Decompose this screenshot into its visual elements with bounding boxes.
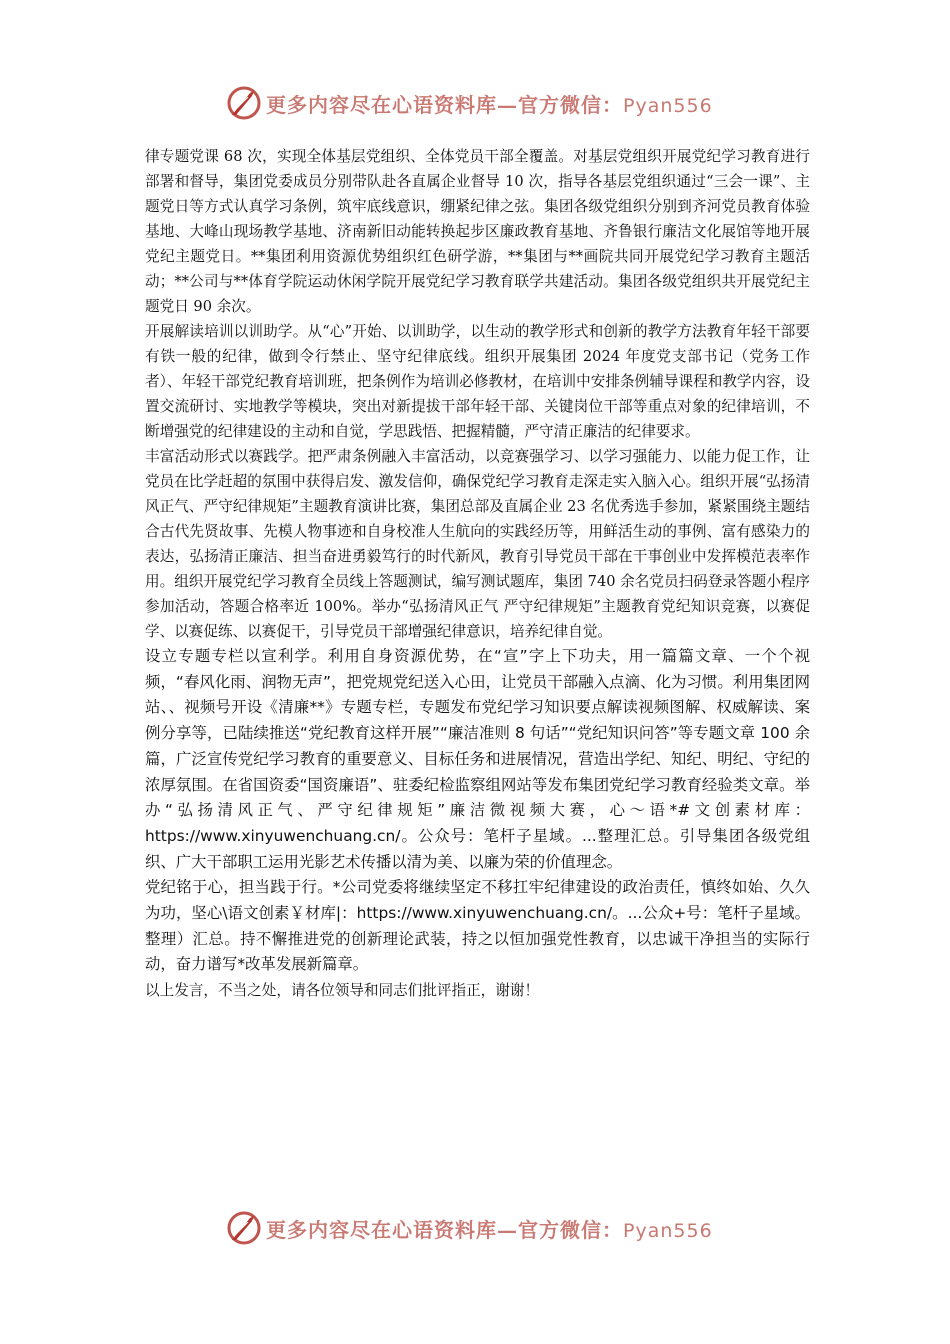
- header-wechat-id: Pyan556: [623, 94, 713, 117]
- quill-logo-icon: [226, 1210, 262, 1246]
- footer-banner: [226, 1209, 713, 1247]
- quill-logo-icon: [226, 85, 262, 121]
- footer-wechat-id: Pyan556: [623, 1219, 713, 1242]
- paragraph-competitions: 丰富活动形式以赛践学。把严肃条例融入丰富活动，以竞赛强学习、以学习强能力、以能力促工作，让党员在比学赶超的氛围中获得启发、激发信仰，确保党纪学习教育走深走实入脑入心。组织开展“弘扬清风正气、严守纪律规矩”主题教育演讲比赛，集团总部及直属企业 23 名优秀选手参加，紧紧围绕主题结合古代先贤故事、先模人物事迹和自身校准人生航向的实践经历等，用鲜活生动的事例、富有感染力的表达，弘扬清正廉洁、担当奋进勇毅笃行的时代新风，教育引导党员干部在干事创业中发挥模范表率作用。组织开展党纪学习教育全员线上答题测试，编写测试题库，集团 740 余名党员扫码登录答题小程序参加活动，答题合格率近 100%。举办“弘扬清风正气 严守纪律规矩”主题教育党纪知识竞赛，以赛促学、以赛促练、以赛促干，引导党员干部增强纪律意识，培养纪律自觉。: [145, 448, 810, 640]
- footer-banner-text: [266, 1214, 713, 1243]
- footer-banner-label: 更多内容尽在心语资料库—官方微信：: [266, 1217, 623, 1242]
- paragraph-conclusion: 党纪铭于心，担当践于行。*公司党委将继续坚定不移扛牢纪律建设的政治责任，慎终如始、久久为功，坚心\语文创素￥材库|：https://www.xinyuwenchuang.cn/。...公众+号：笔杆子星域。整理）汇总。持不懈推进党的创新理论武装，持之以恒加强党性教育，以忠诚干净担当的实际行动，奋力谱写*改革发展新篇章。: [145, 878, 810, 974]
- paragraph-special-column: 设立专题专栏以宣利学。利用自身资源优势，在“宣”字上下功夫，用一篇篇文章、一个个视频，“春风化雨、润物无声”，把党规党纪送入心田，让党员干部融入点滴、化为习惯。利用集团网站、、视频号开设《清廉**》专题专栏，专题发布党纪学习知识要点解读视频图解、权威解读、案例分享等，已陆续推送“党纪教育这样开展”“廉洁准则 8 句话”“党纪知识问答”等专题文章 100 余篇，广泛宣传党纪学习教育的重要意义、目标任务和进展情况，营造出学纪、知纪、明纪、守纪的浓厚氛围。在省国资委“国资廉语”、驻委纪检监察组网站等发布集团党纪学习教育经验类文章。举办“弘扬清风正气、严守纪律规矩”廉洁微视频大赛，心～语*#文创素材库：https://www.xinyuwenchuang.cn/。公众号：笔杆子星域。...整理汇总。引导集团各级党组织、广大干部职工运用光影艺术传播以清为美、以廉为荣的价值理念。: [145, 647, 810, 871]
- paragraph-party-lessons: 律专题党课 68 次，实现全体基层党组织、全体党员干部全覆盖。对基层党组织开展党纪学习教育进行部署和督导，集团党委成员分别带队赴各直属企业督导 10 次，指导各基层党组织通过“三会一课”、主题党日等方式认真学习条例，筑牢底线意识，绷紧纪律之弦。集团各级党组织分别到齐河党员教育体验基地、大峰山现场教学基地、济南新旧动能转换起步区廉政教育基地、齐鲁银行廉洁文化展馆等地开展党纪主题党日。**集团利用资源优势组织红色研学游，**集团与**画院共同开展党纪学习教育主题活动；**公司与**体育学院运动休闲学院开展党纪学习教育联学共建活动。集团各级党组织共开展党纪主题党日 90 余次。: [145, 148, 810, 315]
- document-body: [145, 144, 810, 1003]
- header-banner: [226, 84, 713, 122]
- header-banner-text: [266, 89, 713, 118]
- paragraph-closing-remarks: 以上发言，不当之处，请各位领导和同志们批评指正，谢谢！: [145, 982, 540, 1000]
- header-banner-label: 更多内容尽在心语资料库—官方微信：: [266, 92, 623, 117]
- paragraph-training: 开展解读培训以训助学。从“心”开始、以训助学，以生动的教学形式和创新的教学方法教育年轻干部要有铁一般的纪律，做到令行禁止、坚守纪律底线。组织开展集团 2024 年度党支部书记（党务工作者）、年轻干部党纪教育培训班，把条例作为培训必修教材，在培训中安排条例辅导课程和教学内容，设置交流研讨、实地教学等模块，突出对新提拔干部年轻干部、关键岗位干部等重点对象的纪律培训，不断增强党的纪律建设的主动和自觉，学思践悟、把握精髓，严守清正廉洁的纪律要求。: [145, 323, 810, 440]
